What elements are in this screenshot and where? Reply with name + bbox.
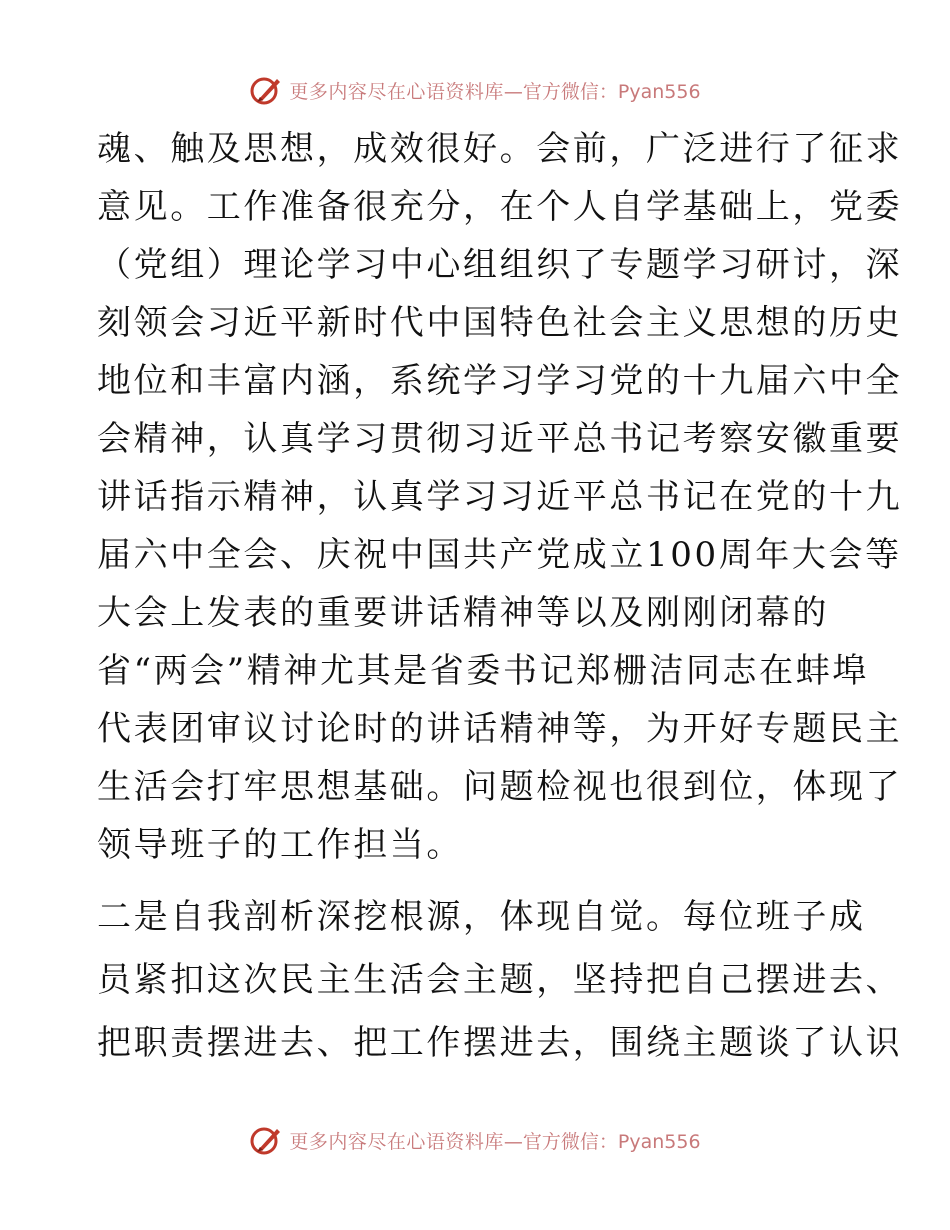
banner-library-text: 更多内容尽在心语资料库	[289, 80, 504, 103]
text-line: 员紧扣这次民主生活会主题，坚持把自己摆进去、	[97, 960, 903, 1000]
text-line: 把职责摆进去、把工作摆进去，围绕主题谈了认识	[97, 1023, 903, 1063]
text-line: 意见。工作准备很充分，在个人自学基础上，党委	[97, 187, 903, 227]
text-line: 生活会打牢思想基础。问题检视也很到位，体现了	[97, 767, 903, 807]
text-line: 魂、触及思想，成效很好。会前，广泛进行了征求	[97, 129, 903, 169]
text-line: 地位和丰富内涵，系统学习学习党的十九届六中全	[97, 361, 903, 401]
text-line: 省“两会”精神尤其是省委书记郑栅洁同志在蚌埠	[97, 651, 869, 691]
banner-wechat-text: —官方微信：Pyan556	[503, 1130, 701, 1153]
quill-logo-icon	[249, 1123, 283, 1157]
header-watermark-banner	[0, 70, 950, 110]
text-line: 讲话指示精神，认真学习习近平总书记在党的十九	[97, 477, 903, 517]
text-line: 届六中全会、庆祝中国共产党成立100周年大会等	[97, 535, 902, 575]
banner-wechat-text: —官方微信：Pyan556	[503, 80, 701, 103]
paragraph-2	[97, 886, 903, 1075]
text-line: 领导班子的工作担当。	[97, 825, 463, 865]
text-line: 会精神，认真学习贯彻习近平总书记考察安徽重要	[97, 419, 903, 459]
quill-logo-icon	[249, 73, 283, 107]
paragraph-1	[97, 120, 903, 874]
text-line: 代表团审议讨论时的讲话精神等，为开好专题民主	[97, 709, 903, 749]
document-body	[97, 120, 903, 1075]
text-line: 二是自我剖析深挖根源，体现自觉。每位班子成	[97, 897, 866, 937]
footer-watermark-banner	[0, 1120, 950, 1160]
text-line: 大会上发表的重要讲话精神等以及刚刚闭幕的	[97, 593, 829, 633]
text-line: 刻领会习近平新时代中国特色社会主义思想的历史	[97, 303, 903, 343]
text-line: （党组）理论学习中心组组织了专题学习研讨，深	[97, 245, 903, 285]
banner-library-text: 更多内容尽在心语资料库	[289, 1130, 504, 1153]
